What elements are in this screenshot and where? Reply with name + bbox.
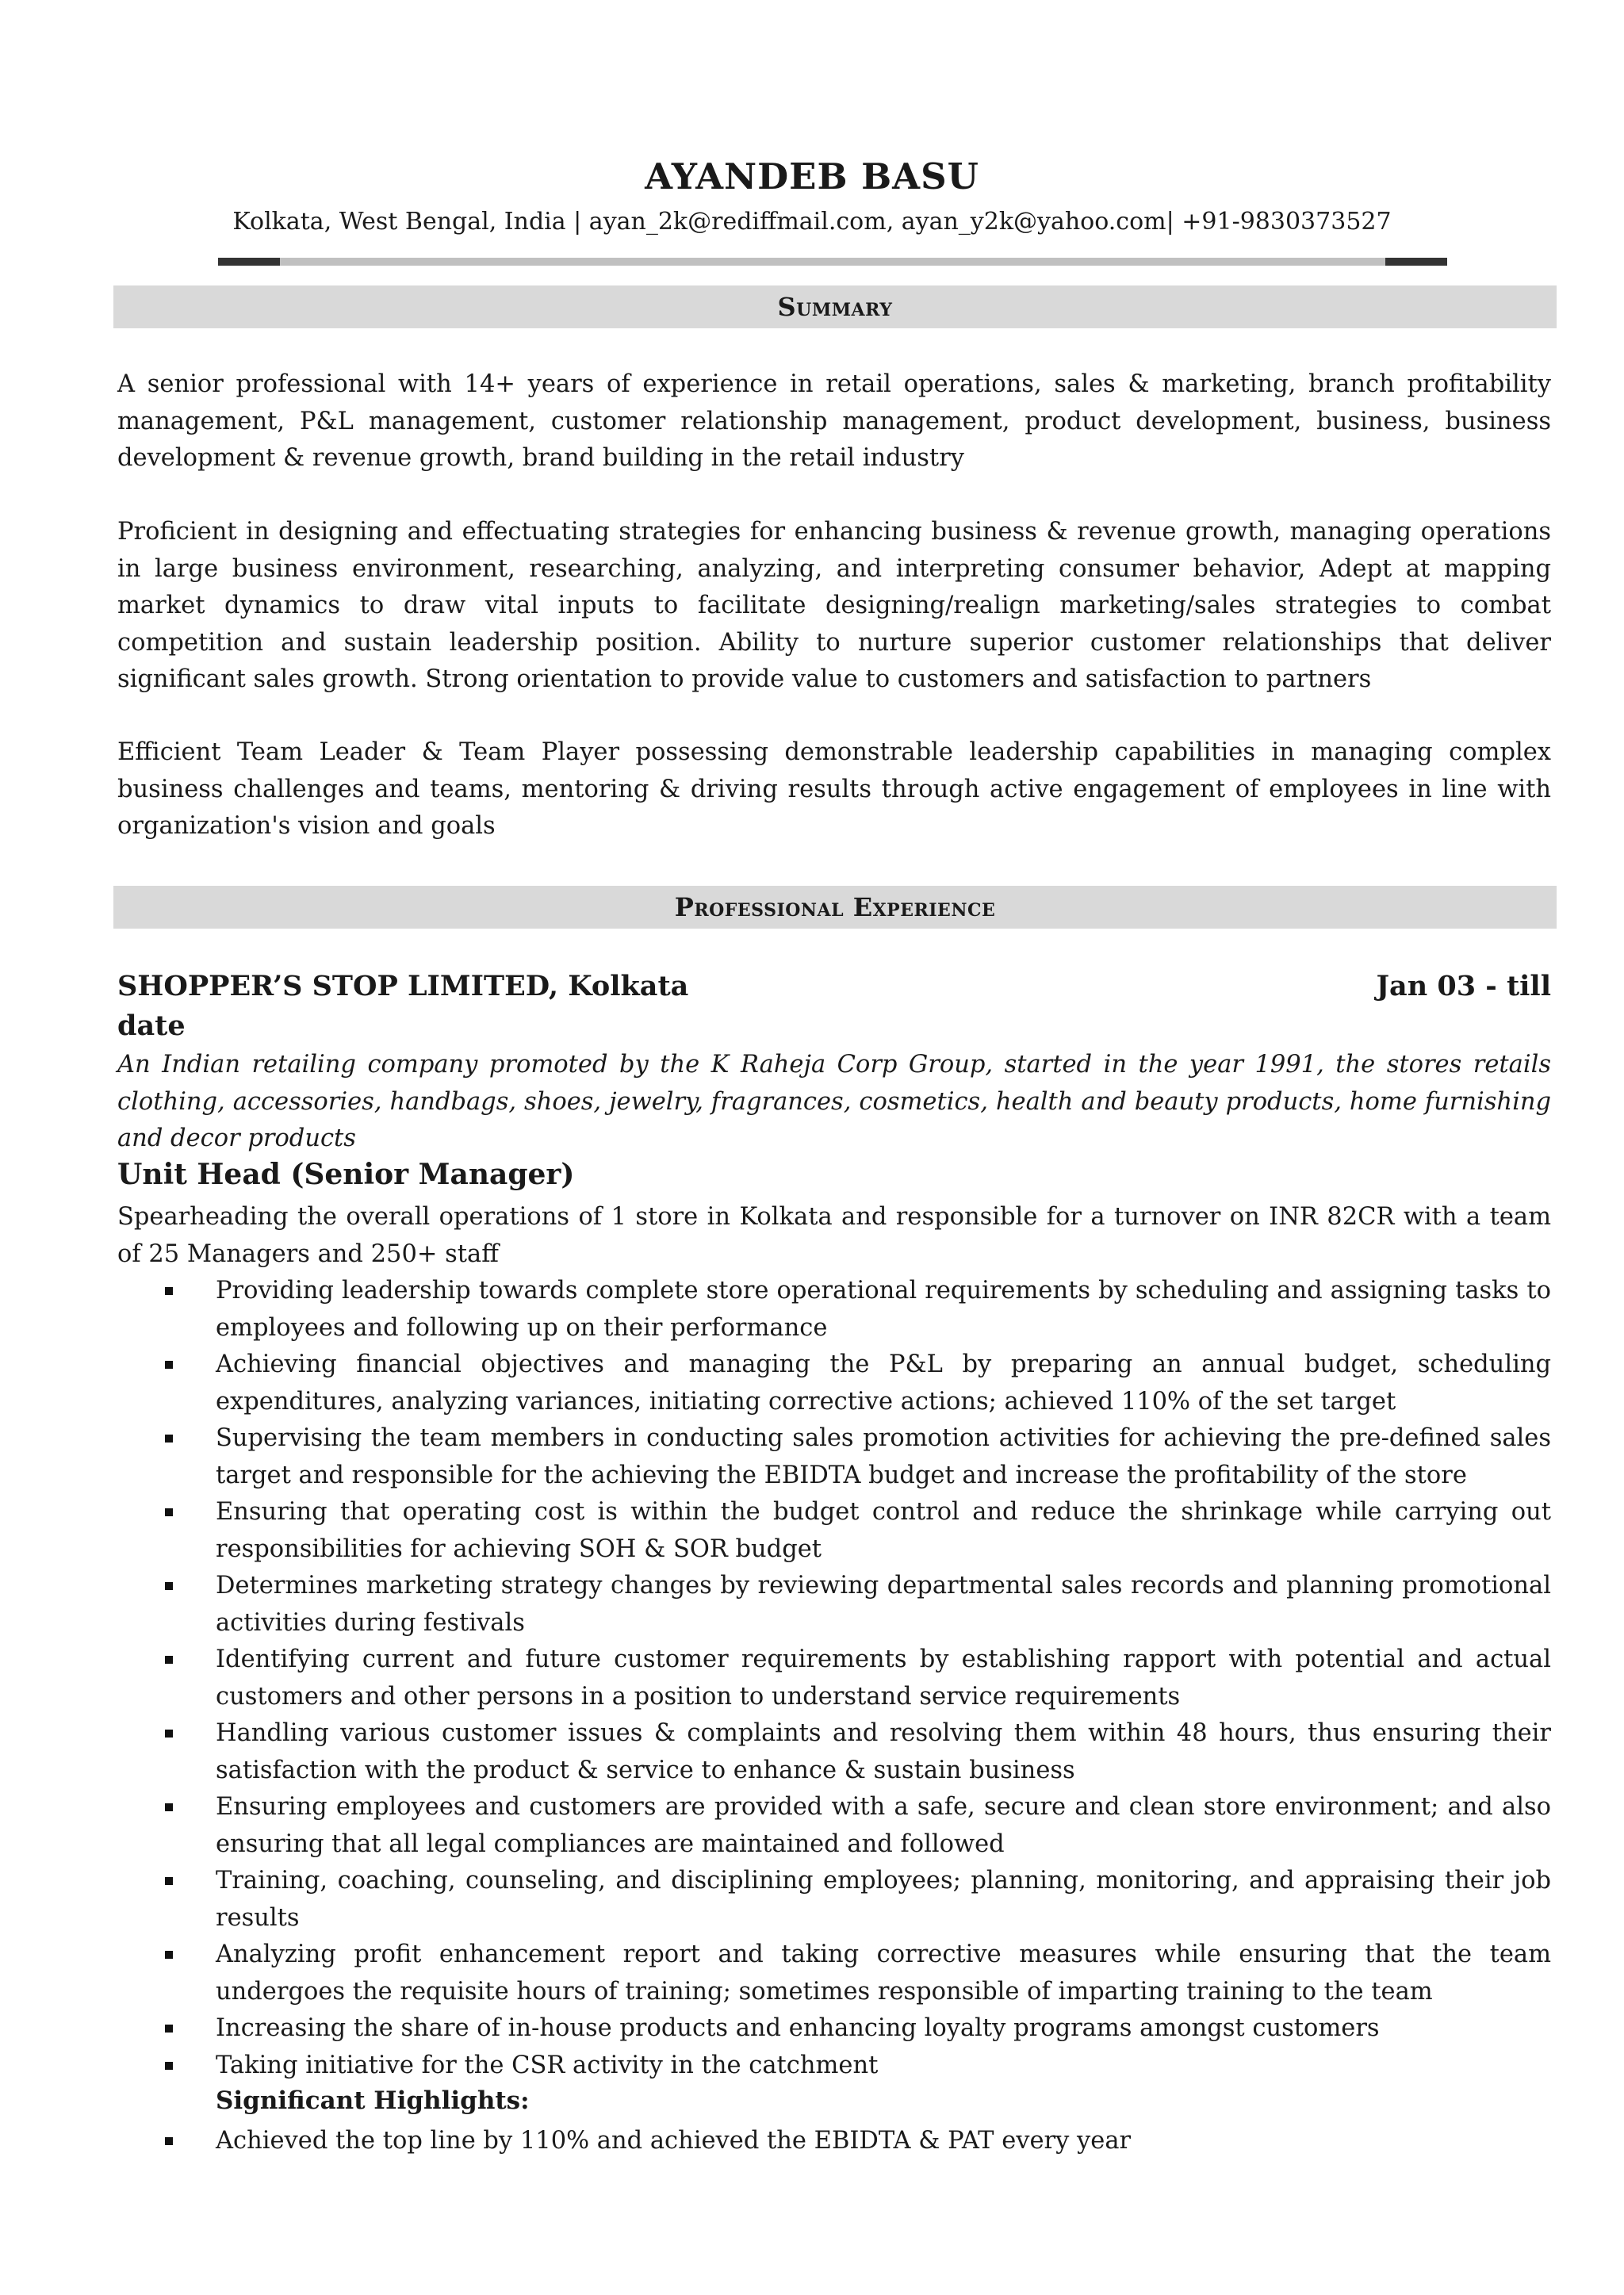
bullet-square-icon [165,1361,173,1369]
responsibility-item [117,1568,1551,1642]
summary-heading: Summary [113,285,1557,328]
contact-line: Kolkata, West Bengal, India | ayan_2k@rediffmail.com, ayan_y2k@yahoo.com| +91-9830373527 [232,208,1392,236]
responsibility-text: Increasing the share of in-house products and enhancing loyalty programs amongst customers [216,2014,1380,2042]
highlights-list [117,2123,1551,2160]
company-name: SHOPPER’S STOP LIMITED, Kolkata [117,970,689,1002]
responsibility-text: Identifying current and future customer requirements by establishing rapport with potential and actual customers and other persons in a position to understand service requirements [216,1646,1551,1711]
bullet-square-icon [165,1287,173,1295]
highlights-heading: Significant Highlights: [216,2086,530,2115]
divider-right-cap [1385,258,1447,266]
bullet-square-icon [165,1730,173,1738]
bullet-square-icon [165,1582,173,1590]
bullet-square-icon [165,1508,173,1516]
divider-left-cap [218,258,280,266]
candidate-name: AYANDEB BASU [645,155,979,197]
responsibility-list [117,1273,1551,2084]
responsibility-text: Providing leadership towards complete store operational requirements by scheduling and assigning tasks to employees and following up on their performance [216,1277,1551,1342]
responsibility-text: Taking initiative for the CSR activity in the catchment [216,2051,879,2079]
responsibility-item [117,1715,1551,1789]
highlight-text: Achieved the top line by 110% and achieved the EBIDTA & PAT every year [216,2127,1132,2155]
responsibility-item [117,1937,1551,2010]
summary-paragraph-1: A senior professional with 14+ years of experience in retail operations, sales & marketing, branch profitability management, P&L management, customer relationship management, product development, business, business development & revenue growth, brand building in the retail industry [117,370,1551,472]
responsibility-text: Supervising the team members in conducting sales promotion activities for achieving the pre-defined sales target and responsible for the achieving the EBIDTA budget and increase the profitability of the store [216,1424,1551,1489]
responsibility-item [117,2010,1551,2048]
bullet-square-icon [165,1803,173,1811]
responsibility-text: Ensuring employees and customers are provided with a safe, secure and clean store environment; and also ensuring that all legal compliances are maintained and followed [216,1793,1551,1858]
summary-paragraph-2: Proficient in designing and effectuating strategies for enhancing business & revenue growth, managing operations in large business environment, researching, analyzing, and interpreting consumer behavior, Adept at mapping market dynamics to draw vital inputs to facilitate designing/realign marketing/sales strategies to combat competition and sustain leadership position. Ability to nurture superior customer relationships that deliver significant sales growth. Strong orientation to provide value to customers and satisfaction to partners [117,518,1551,693]
experience-heading: Professional Experience [113,886,1557,929]
company-description: An Indian retailing company promoted by the K Raheja Corp Group, started in the year 1991, the stores retails clothing, accessories, handbags, shoes, jewelry, fragrances, cosmetics, health and beauty products, home furnishing and decor products [117,1051,1551,1152]
responsibility-text: Determines marketing strategy changes by reviewing departmental sales records and planning promotional activities during festivals [216,1572,1551,1637]
responsibility-item [117,1273,1551,1347]
responsibility-item [117,1863,1551,1937]
bullet-square-icon [165,1951,173,1959]
responsibility-item [117,1420,1551,1494]
bullet-square-icon [165,1877,173,1885]
company-header [117,967,1551,1042]
responsibility-text: Handling various customer issues & complaints and resolving them within 48 hours, thus ensuring their satisfaction with the product & service to enhance & sustain business [216,1719,1551,1784]
responsibility-text: Analyzing profit enhancement report and taking corrective measures while ensuring that the team undergoes the requisite hours of training; sometimes responsible of imparting training to the team [216,1941,1551,2006]
employment-date-continued: date [117,1010,186,1042]
bullet-square-icon [165,2025,173,2033]
summary-paragraph-3: Efficient Team Leader & Team Player possessing demonstrable leadership capabilities in managing complex business challenges and teams, mentoring & driving results through active engagement of employees in line with organization's vision and goals [117,738,1551,840]
responsibility-item [117,1642,1551,1715]
responsibility-item [117,1347,1551,1420]
responsibility-item [117,2048,1551,2085]
responsibility-text: Training, coaching, counseling, and disciplining employees; planning, monitoring, and appraising their job results [216,1867,1551,1932]
header-divider [218,258,1447,266]
responsibility-item [117,1789,1551,1863]
bullet-square-icon [165,1435,173,1443]
responsibility-item [117,1494,1551,1568]
responsibility-text: Ensuring that operating cost is within the budget control and reduce the shrinkage while carrying out responsibilities for achieving SOH & SOR budget [216,1498,1551,1563]
bullet-square-icon [165,2062,173,2070]
bullet-square-icon [165,2137,173,2145]
employment-date: Jan 03 - till [1376,970,1551,1002]
job-title: Unit Head (Senior Manager) [117,1158,575,1191]
bullet-square-icon [165,1656,173,1664]
highlight-item [117,2123,1551,2160]
responsibility-text: Achieving financial objectives and managing the P&L by preparing an annual budget, scheduling expenditures, analyzing variances, initiating corrective actions; achieved 110% of the set target [216,1351,1551,1416]
role-description: Spearheading the overall operations of 1 store in Kolkata and responsible for a turnover on INR 82CR with a team of 25 Managers and 250+ staff [117,1203,1551,1268]
